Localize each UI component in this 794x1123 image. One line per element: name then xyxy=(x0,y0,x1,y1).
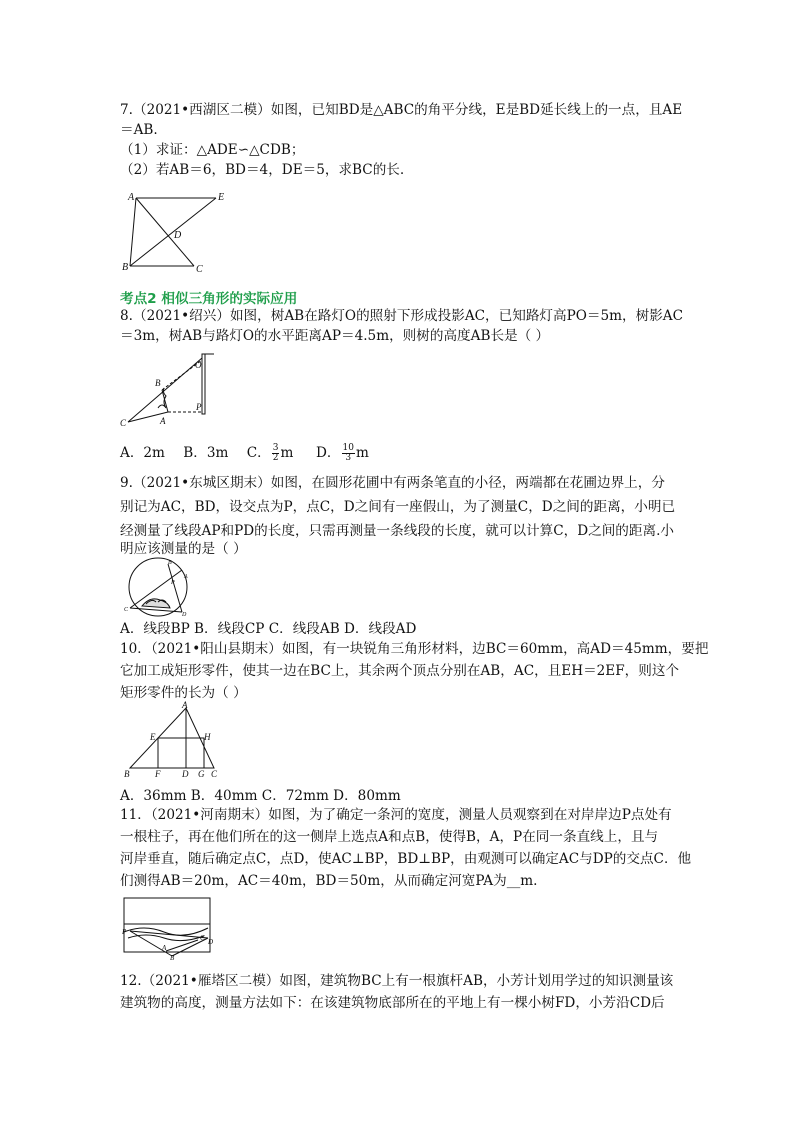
q7-edge-ac xyxy=(136,198,194,266)
q11-label-b: B xyxy=(170,954,175,962)
q9-stem-line-3: 经测量了线段AP和PD的长度，只需再测量一条线段的长度，就可以计算C，D之间的距离.小 xyxy=(120,523,675,539)
q9-stem-line-1: 9.（2021•东城区期末）如图，在圆形花圃中有两条笔直的小径，两端都在花圃边界上，分 xyxy=(120,475,665,491)
q9-label-c: C xyxy=(124,607,129,613)
q10-stem-line-3: 矩形零件的长为（ ） xyxy=(120,685,247,701)
q11-label-d: D xyxy=(208,938,214,946)
q7-part-1: （1）求证：△ADE∽△CDB； xyxy=(120,142,305,158)
q8-lamp-post xyxy=(202,354,205,414)
q8-tree-trunk xyxy=(162,390,168,412)
q10-label-c: C xyxy=(211,769,218,779)
q7-label-e: E xyxy=(218,192,225,203)
q10-label-g: G xyxy=(198,769,205,779)
q10-label-b: B xyxy=(124,769,130,779)
q11-label-p: P xyxy=(122,928,127,936)
q11-stem-line-2: 一根柱子，再在他们所在的这一侧岸上选点A和点B，使得B，A，P在同一条直线上，且与 xyxy=(120,829,659,845)
q11-stem-line-4: 们测得AB＝20m，AC＝40m，BD＝50m，从而确定河宽PA为__m. xyxy=(120,873,538,889)
q7-stem-line-1: 7.（2021•西湖区二模）如图，已知BD是△ABC的角平分线，E是BD延长线上的一点，且AE xyxy=(120,102,683,118)
q9-stem-line-2: 别记为AC，BD，设交点为P，点C，D之间有一座假山，为了测量C，D之间的距离，小明已 xyxy=(120,499,676,515)
q8-stem-line-1: 8.（2021•绍兴）如图，树AB在路灯O的照射下形成投影AC，已知路灯高PO＝5m，树影AC xyxy=(120,308,684,324)
q7-edge-ab xyxy=(130,198,136,266)
q8-label-c: C xyxy=(120,418,127,428)
q9-label-p: P xyxy=(171,580,175,586)
q10-label-d: D xyxy=(182,769,189,779)
q7-stem-line-2: ＝AB. xyxy=(120,122,158,138)
q10-stem-line-1: 10．（2021•阳山县期末）如图，有一块锐角三角形材料，边BC＝60mm，高AD＝45mm，要把 xyxy=(120,641,709,657)
q8-stem-line-2: ＝3m，树AB与路灯O的水平距离AP＝4.5m，则树的高度AB长是（ ） xyxy=(120,328,550,344)
q7-edge-be xyxy=(130,198,216,266)
q8-label-a: A xyxy=(160,416,166,426)
q11-figure xyxy=(118,894,216,960)
q7-label-c: C xyxy=(196,264,203,275)
q9-label-a: A xyxy=(184,574,188,580)
q10-label-e: E xyxy=(150,732,156,742)
q10-options: A．36mm B．40mm C．72mm D．80mm xyxy=(120,788,401,804)
q10-label-a: A xyxy=(182,700,188,710)
q7-label-a: A xyxy=(128,192,135,203)
q9-segment-cd xyxy=(130,608,182,612)
q8-label-b: B xyxy=(155,378,161,388)
q9-options: A．线段BP B．线段CP C．线段AB D．线段AD xyxy=(120,621,417,637)
q7-label-d: D xyxy=(174,230,182,241)
q9-stem-line-4: 明应该测量的是（ ） xyxy=(120,541,247,557)
q8-option-d: D． $\frac{10}{3}$ m xyxy=(316,443,369,463)
q10-label-f: F xyxy=(155,769,161,779)
q8-figure xyxy=(118,350,224,430)
q11-stem-line-3: 河岸垂直，随后确定点C，点D，使AC⊥BP，BD⊥BP，由观测可以确定AC与DP的交点C．他 xyxy=(120,851,692,867)
q9-label-d: D xyxy=(182,612,187,618)
q8-options xyxy=(120,444,680,463)
q10-figure xyxy=(118,702,224,782)
q11-line-pd xyxy=(130,931,208,938)
q8-option-c: C． $\frac{3}{2}$ m xyxy=(246,443,294,463)
q12-stem-line-2: 建筑物的高度，测量方法如下：在该建筑物底部所在的平地上有一棵小树FD，小芳沿CD后 xyxy=(120,995,665,1011)
q11-river-wave-2 xyxy=(128,935,204,941)
q11-stem-line-1: 11．（2021•河南期末）如图，为了确定一条河的宽度，测量人员观察到在对岸岸边P点处有 xyxy=(120,807,672,823)
q8-label-p: P xyxy=(196,402,202,412)
q10-label-h: H xyxy=(204,732,211,742)
q7-part-2: （2）若AB＝6，BD＝4，DE＝5，求BC的长. xyxy=(120,162,405,178)
q7-label-b: B xyxy=(122,262,129,273)
q11-label-c: C xyxy=(200,934,205,942)
q8-option-a: A．2m xyxy=(120,445,165,461)
q8-option-b: B．3m xyxy=(183,445,229,461)
q12-stem-line-1: 12.（2021•雁塔区二模）如图，建筑物BC上有一根旗杆AB，小芳计划用学过的知识测量该 xyxy=(120,973,674,989)
q7-figure xyxy=(118,188,230,274)
q10-stem-line-2: 它加工成矩形零件，使其一边在BC上，其余两个顶点分别在AB，AC，且EH＝2EF，则这个 xyxy=(120,663,680,679)
q9-figure xyxy=(118,556,202,618)
q10-rectangle xyxy=(158,738,204,768)
q8-label-o: O xyxy=(195,360,202,370)
q11-label-a: A xyxy=(162,944,167,952)
section-heading: 考点2 相似三角形的实际应用 xyxy=(120,291,298,307)
q9-label-b: B xyxy=(168,560,172,566)
